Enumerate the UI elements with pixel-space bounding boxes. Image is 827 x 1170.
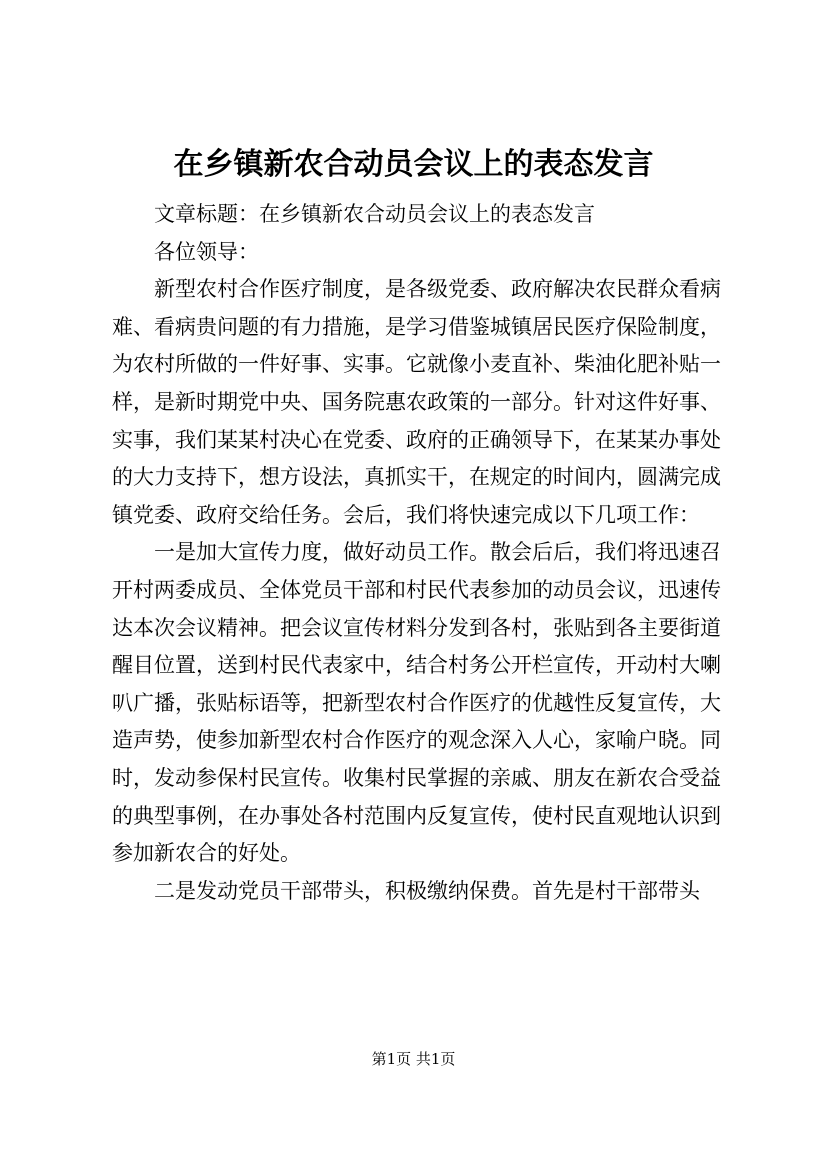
salutation: 各位领导：: [154, 239, 259, 264]
paragraph-publicity: 一是加大宣传力度，做好动员工作。散会后后，我们将迅速召开村两委成员、全体党员干部和村民代表参加的动员会议，迅速传达本次会议精神。把会议宣传材料分发到各村，张贴到各主要街道醒目位置，送到村民代表家中，结合村务公开栏宣传，开动村大喇叭广播，张贴标语等，把新型农村合作医疗的优越性反复宣传，大造声势，使参加新型农村合作医疗的观念深入人心，家喻户晓。同时，发动参保村民宣传。收集村民掌握的亲戚、朋友在新农合受益的典型事例，在办事处各村范围内反复宣传，使村民直观地认识到参加新农合的好处。: [112, 540, 721, 866]
document-body: [112, 196, 724, 910]
document-title: 在乡镇新农合动员会议上的表态发言: [173, 147, 654, 182]
article-title-line: 文章标题：在乡镇新农合动员会议上的表态发言: [154, 202, 595, 226]
paragraph-intro: 新型农村合作医疗制度，是各级党委、政府解决农民群众看病难、看病贵问题的有力措施，是学习借鉴城镇居民医疗保险制度，为农村所做的一件好事、实事。它就像小麦直补、柴油化肥补贴一样，是新时期党中央、国务院惠农政策的一部分。针对这件好事、实事，我们某某村决心在党委、政府的正确领导下，在某某办事处的大力支持下，想方设法，真抓实干，在规定的时间内，圆满完成镇党委、政府交给任务。会后，我们将快速完成以下几项工作：: [112, 277, 721, 527]
paragraph-cadres: 二是发动党员干部带头，积极缴纳保费。首先是村干部带头: [154, 878, 700, 903]
page-footer: 第1页 共1页: [371, 1050, 456, 1068]
